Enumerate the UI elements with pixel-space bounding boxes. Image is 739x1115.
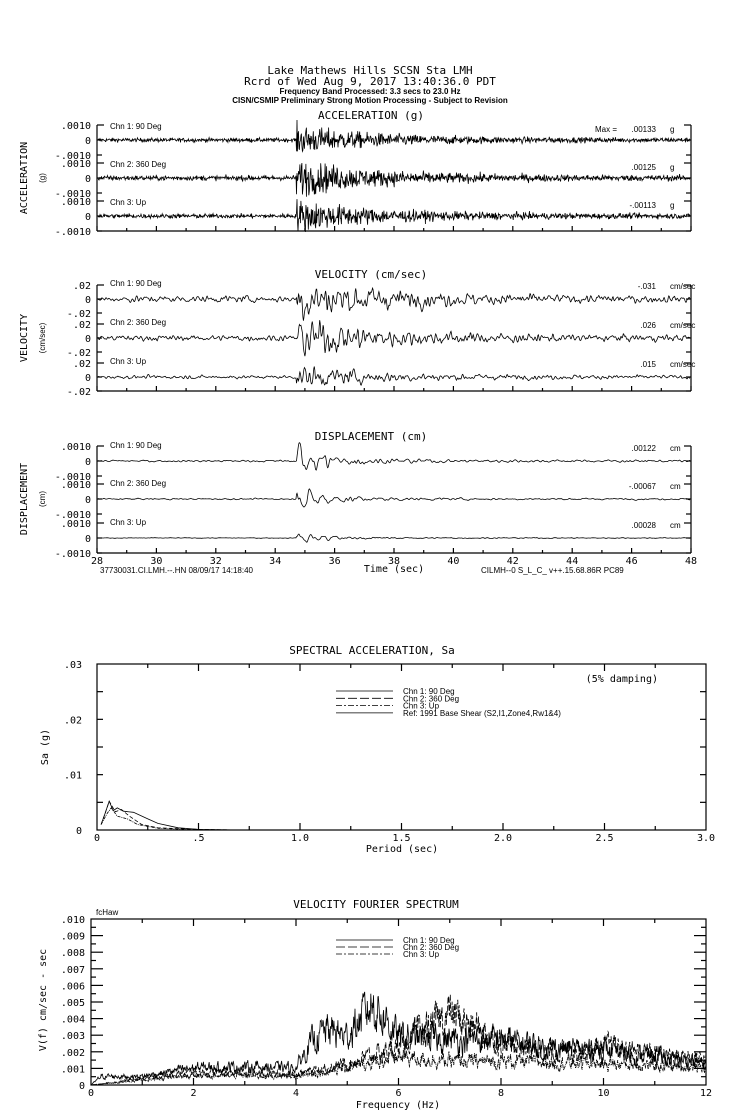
waveform-line [98,489,690,507]
channel-trace-1 [55,441,691,483]
y-tick-label: 0 [84,136,91,147]
y-tick-label: .003 [60,1031,85,1043]
y-axis-label: VELOCITY [19,313,30,363]
channel-trace-1 [55,120,691,162]
max-value: .00125 [631,163,656,172]
waveform-line [98,288,690,321]
max-value: -.031 [637,282,656,291]
x-axis-label: Time (sec) [363,564,425,575]
time-tick-label: 34 [269,556,282,567]
channel-trace-3 [55,197,691,238]
legend-label: Chn 2: 360 Deg [403,943,460,952]
channel-trace-3 [55,518,691,560]
velocity-fourier-chart [38,898,712,1111]
acceleration-panel [19,109,691,238]
max-unit: g [670,125,675,134]
y-tick-label: 0 [84,373,91,384]
y-tick-label: -.0010 [54,227,91,238]
y-tick-label: .009 [60,931,85,943]
time-tick-label: 28 [90,556,104,567]
y-axis-unit: (cm) [38,491,47,507]
y-axis-label: Sa (g) [40,728,51,766]
max-value: .00122 [631,444,656,453]
y-tick-label: 0 [84,457,91,468]
panel-title: ACCELERATION (g) [318,109,424,122]
y-tick-label: .007 [60,964,85,976]
chart-title: VELOCITY FOURIER SPECTRUM [293,898,459,911]
channel-trace-3 [67,357,695,398]
x-tick-label: 1.5 [392,833,411,844]
y-tick-label: -.0010 [54,549,91,560]
footer-processing-id: CILMH--0 S_L_C_ v++.15.68.86R PC89 [481,566,624,575]
x-tick-label: 12 [699,1088,713,1099]
channel-label: Chn 3: Up [110,518,147,527]
spectral-acceleration-chart [40,644,715,855]
y-tick-label: .02 [72,320,91,331]
y-tick-label: .010 [60,915,85,926]
channel-trace-2 [55,159,691,200]
velocity-panel [19,268,695,398]
channel-label: Chn 2: 360 Deg [110,160,167,169]
time-tick-label: 30 [150,556,163,567]
x-tick-label: 2.5 [595,833,614,844]
x-tick-label: 0 [87,1088,95,1099]
max-unit: cm [670,521,681,530]
time-tick-label: 42 [506,556,519,567]
y-tick-label: -.02 [66,387,91,398]
y-tick-label: .002 [60,1047,85,1059]
legend-label: Chn 3: Up [403,950,440,959]
legend-label: Ref: 1991 Base Shear (S2,I1,Zone4,Rw1&4) [403,708,561,718]
channel-label: Chn 2: 360 Deg [110,318,167,327]
x-tick-label: 2 [190,1088,197,1099]
y-tick-label: .0010 [60,159,91,170]
y-tick-label: 0 [84,534,91,545]
x-axis-label: Period (sec) [365,844,439,855]
y-axis-label: ACCELERATION [19,141,30,215]
max-unit: cm/sec [670,321,696,330]
x-tick-label: 0 [93,833,101,844]
y-tick-label: .008 [60,948,85,960]
max-unit: g [670,163,675,172]
series-line [101,801,239,830]
max-value: -.00067 [628,482,656,491]
displacement-panel [19,430,697,575]
channel-label: Chn 1: 90 Deg [110,441,162,450]
x-tick-label: 2.0 [493,833,513,844]
y-tick-label: .02 [63,715,82,727]
y-tick-label: .006 [60,981,85,993]
max-unit: cm [670,444,681,453]
channel-label: Chn 3: Up [110,198,147,207]
channel-trace-2 [67,318,695,359]
chart-title: SPECTRAL ACCELERATION, Sa [289,644,455,657]
waveform-line [98,534,690,542]
waveform-line [98,367,690,386]
y-tick-label: 0 [84,495,91,506]
channel-label: Chn 3: Up [110,357,147,366]
y-tick-label: -.0010 [54,189,91,200]
y-tick-label: .01 [63,770,82,782]
channel-trace-1 [67,279,695,321]
legend-label: Chn 3: Up [403,701,440,711]
legend-label: Chn 1: 90 Deg [403,936,455,945]
time-tick-label: 38 [387,556,401,567]
waveform-line [98,320,690,356]
y-tick-label: .02 [72,281,91,292]
x-tick-label: .5 [192,833,205,844]
footer-record-id: 37730031.CI.LMH.--.HN 08/09/17 14:18:40 [100,566,253,575]
y-tick-label: 0 [84,212,91,223]
panel-title: DISPLACEMENT (cm) [314,430,428,443]
y-tick-label: .0010 [60,442,91,453]
x-tick-label: 3.0 [696,833,716,844]
max-unit: cm/sec [670,282,696,291]
max-value: .015 [640,360,656,369]
plot-frame [97,664,706,830]
y-tick-label: .02 [72,359,91,370]
y-tick-label: .0010 [60,121,91,132]
plot-frame [91,919,706,1085]
y-axis-unit: (cm/sec) [38,322,47,354]
time-tick-label: 44 [566,556,579,567]
damping-annotation: (5% damping) [585,674,658,685]
max-value: -.00113 [629,201,656,210]
y-tick-label: .005 [60,998,85,1009]
time-tick-label: 48 [684,556,698,567]
y-tick-label: .03 [63,660,82,671]
y-tick-label: 0 [84,334,91,345]
y-tick-label: .001 [60,1064,85,1076]
time-tick-label: 32 [209,556,222,567]
max-unit: g [670,201,675,210]
report-header [232,64,508,105]
max-prefix: Max = [595,125,618,134]
x-tick-label: 6 [395,1088,402,1099]
max-unit: cm/sec [670,360,696,369]
channel-label: Chn 1: 90 Deg [110,122,162,131]
y-tick-label: .0010 [60,480,91,491]
y-tick-label: -.0010 [54,510,91,521]
record-time: Rcrd of Wed Aug 9, 2017 13:40:36.0 PDT [244,75,496,88]
max-value: .026 [640,321,656,330]
max-value: .00028 [631,521,656,530]
y-axis-label: DISPLACEMENT [19,462,30,536]
x-tick-label: 4 [292,1088,300,1099]
legend-label: Chn 2: 360 Deg [403,694,460,704]
max-value: .00133 [631,125,656,134]
station-title: Lake Mathews Hills SCSN Sta LMH [267,64,473,77]
x-tick-label: 8 [497,1088,505,1099]
waveform-line [98,443,690,470]
channel-trace-2 [55,479,691,521]
y-axis-label: V(f) cm/sec - sec [38,948,49,1052]
y-tick-label: -.0010 [54,472,91,483]
time-tick-label: 36 [328,556,341,567]
y-tick-label: .0010 [60,197,91,208]
frequency-band: Frequency Band Processed: 3.3 secs to 23.0 Hz [279,87,461,96]
channel-label: Chn 2: 360 Deg [110,479,167,488]
panel-title: VELOCITY (cm/sec) [314,268,428,281]
processing-note: CISN/CSMIP Preliminary Strong Motion Processing - Subject to Revision [232,96,508,105]
y-tick-label: -.02 [66,309,91,320]
x-tick-label: 1.0 [290,833,310,844]
y-tick-label: 0 [75,826,82,837]
y-tick-label: -.02 [66,348,91,359]
max-unit: cm [670,482,681,491]
x-tick-label: 10 [597,1088,610,1099]
y-tick-label: 0 [84,295,91,306]
corner-label: fcHaw [96,908,119,917]
waveform-line [98,163,690,197]
y-tick-label: .004 [60,1014,85,1026]
channel-label: Chn 1: 90 Deg [110,279,162,288]
y-tick-label: .0010 [60,519,91,530]
x-axis-label: Frequency (Hz) [355,1100,441,1111]
time-tick-label: 40 [447,556,460,567]
y-tick-label: 0 [84,174,91,185]
y-tick-label: 0 [78,1081,85,1092]
y-axis-unit: (g) [38,173,47,183]
y-tick-label: -.0010 [54,151,91,162]
legend-label: Chn 1: 90 Deg [403,687,455,696]
time-tick-label: 46 [625,556,638,567]
